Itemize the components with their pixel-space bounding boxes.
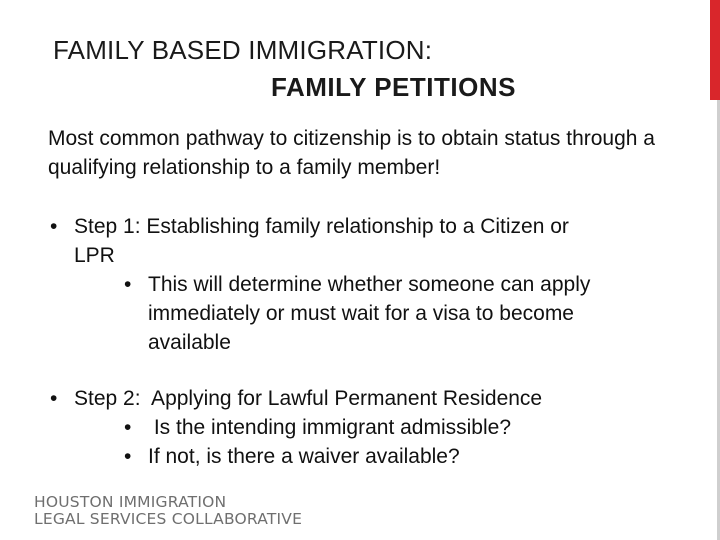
step2-sub1-bullet-item xyxy=(124,413,511,442)
step1-sub-line2: immediately or must wait for a visa to become xyxy=(148,302,574,325)
step2-sub1-text: Is the intending immigrant admissible? xyxy=(148,416,512,439)
step1-sub-line1: This will determine whether someone can apply xyxy=(148,273,591,296)
logo-line1: HOUSTON IMMIGRATION xyxy=(34,493,227,511)
step1-text xyxy=(74,212,569,270)
intro-paragraph: Most common pathway to citizenship is to obtain status through a qualifying relationship to a family member! xyxy=(48,127,655,179)
step1-sub-line3: available xyxy=(148,331,231,354)
red-accent-bar xyxy=(710,0,720,100)
step1-sub-bullet-item xyxy=(124,270,590,357)
bullet-icon: • xyxy=(124,416,132,439)
organization-logo xyxy=(34,494,302,528)
step2-text: Step 2: Applying for Lawful Permanent Residence xyxy=(74,387,543,410)
logo-line2: LEGAL SERVICES COLLABORATIVE xyxy=(34,510,303,528)
bullet-icon: • xyxy=(50,387,58,410)
step2-sub2-bullet-item xyxy=(124,442,460,471)
bullet-icon: • xyxy=(50,215,58,238)
step2-sub2-text: If not, is there a waiver available? xyxy=(148,445,460,468)
step1-sub-text xyxy=(148,270,590,357)
step1-line2: LPR xyxy=(74,244,115,267)
slide-subtitle: FAMILY PETITIONS xyxy=(271,72,516,102)
bullet-icon: • xyxy=(124,445,132,468)
slide-title: FAMILY BASED IMMIGRATION: xyxy=(53,35,433,65)
step1-bullet-item xyxy=(50,212,569,270)
step1-line1: Step 1: Establishing family relationship to a Citizen or xyxy=(74,215,569,238)
step2-bullet-item xyxy=(50,384,542,413)
bullet-icon: • xyxy=(124,273,132,296)
